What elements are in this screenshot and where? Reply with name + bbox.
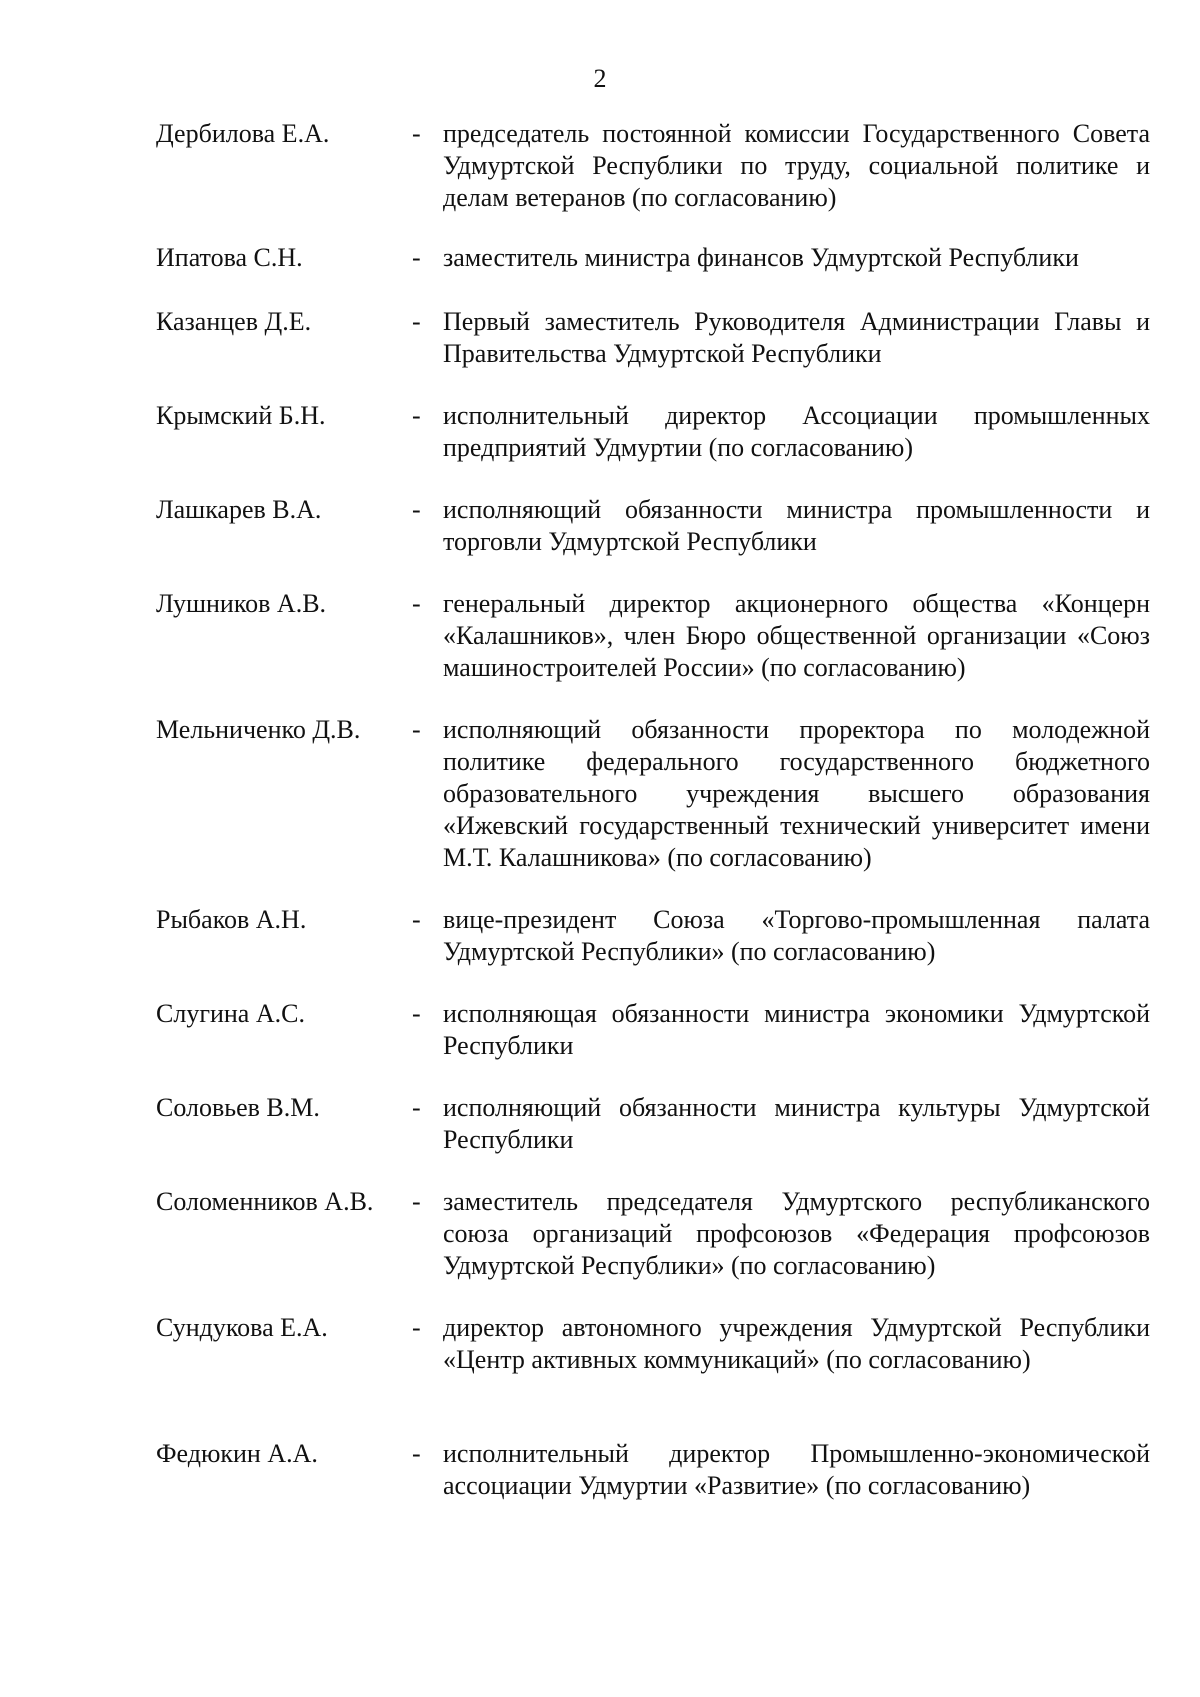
member-name: Рыбаков А.Н.	[156, 905, 307, 934]
member-dash: -	[412, 715, 421, 744]
member-dash: -	[412, 243, 421, 272]
member-dash: -	[412, 401, 421, 430]
member-name: Лашкарев В.А.	[156, 495, 322, 524]
member-name: Соломенников А.В.	[156, 1187, 374, 1216]
member-description: генеральный директор акционерного общества «Концерн «Калашников», член Бюро общественной организации «Союз машиностроителей России» (по согласованию)	[443, 589, 1150, 682]
member-description: исполняющий обязанности министра культуры Удмуртской Республики	[443, 1093, 1150, 1154]
member-name: Казанцев Д.Е.	[156, 307, 312, 336]
member-description: заместитель министра финансов Удмуртской Республики	[443, 243, 1079, 272]
member-dash: -	[412, 119, 421, 148]
member-dash: -	[412, 1093, 421, 1122]
member-dash: -	[412, 1187, 421, 1216]
member-dash: -	[412, 307, 421, 336]
member-description: директор автономного учреждения Удмуртской Республики «Центр активных коммуникаций» (по согласованию)	[443, 1313, 1150, 1374]
member-description: заместитель председателя Удмуртского республиканского союза организаций профсоюзов «Федерация профсоюзов Удмуртской Республики» (по согласованию)	[443, 1187, 1150, 1280]
member-name: Мельниченко Д.В.	[156, 715, 361, 744]
member-name: Дербилова Е.А.	[156, 119, 330, 148]
member-description: Первый заместитель Руководителя Администрации Главы и Правительства Удмуртской Республики	[443, 307, 1150, 368]
member-description: исполнительный директор Промышленно-экономической ассоциации Удмуртии «Развитие» (по согласованию)	[443, 1439, 1150, 1500]
member-dash: -	[412, 1313, 421, 1342]
member-dash: -	[412, 999, 421, 1028]
member-description: вице-президент Союза «Торгово-промышленная палата Удмуртской Республики» (по согласованию)	[443, 905, 1150, 966]
member-name: Федюкин А.А.	[156, 1439, 318, 1468]
member-name: Сундукова Е.А.	[156, 1313, 328, 1342]
member-dash: -	[412, 1439, 421, 1468]
member-dash: -	[412, 905, 421, 934]
member-name: Слугина А.С.	[156, 999, 305, 1028]
member-description: исполняющий обязанности проректора по молодежной политике федерального государственного бюджетного образовательного учреждения высшего образования «Ижевский государственный технический университет имени М.Т. Калашникова» (по согласованию)	[443, 715, 1150, 872]
member-name: Соловьев В.М.	[156, 1093, 320, 1122]
member-name: Ипатова С.Н.	[156, 243, 303, 272]
member-description: исполняющий обязанности министра промышленности и торговли Удмуртской Республики	[443, 495, 1150, 556]
page-number: 2	[593, 64, 607, 93]
member-description: исполняющая обязанности министра экономики Удмуртской Республики	[443, 999, 1150, 1060]
member-name: Крымский Б.Н.	[156, 401, 326, 430]
member-name: Лушников А.В.	[156, 589, 327, 618]
member-description: исполнительный директор Ассоциации промышленных предприятий Удмуртии (по согласованию)	[443, 401, 1150, 462]
member-dash: -	[412, 589, 421, 618]
member-description: председатель постоянной комиссии Государственного Совета Удмуртской Республики по труду, социальной политике и делам ветеранов (по согласованию)	[443, 119, 1150, 212]
member-dash: -	[412, 495, 421, 524]
